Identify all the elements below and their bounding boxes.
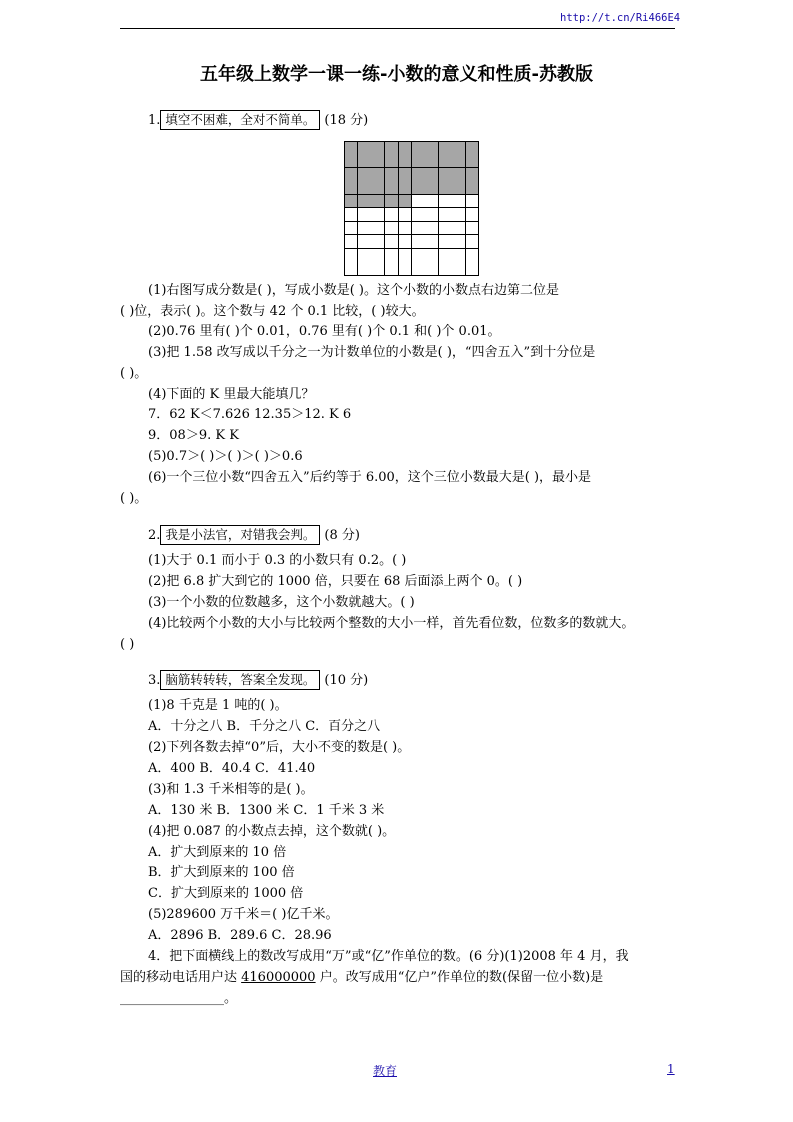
s2-line: (2)把 6.8 扩大到它的 1000 倍，只要在 68 后面添上两个 0。( ) — [148, 574, 523, 589]
section-2-heading — [148, 525, 360, 545]
s2-line: ( ) — [120, 637, 135, 652]
s1-line: ( )。 — [120, 491, 148, 506]
footer-link[interactable]: 教育 — [373, 1064, 398, 1078]
s3-line: A．2896 B．289.6 C．28.96 — [148, 928, 332, 943]
s4-line: 4．把下面横线上的数改写成用“万”或“亿”作单位的数。(6 分)(1)2008 年 4 月，我 — [148, 949, 629, 964]
s3-line: (1)8 千克是 1 吨的( )。 — [148, 698, 288, 713]
s1-line: (1)右图写成分数是( )，写成小数是( )。这个小数的小数点右边第二位是 — [148, 283, 559, 298]
s1-line: 7．62 K＜7.626 12.35＞12. K 6 — [148, 407, 352, 422]
s1-line: 9．08＞9. K K — [148, 428, 239, 443]
s4-line2-pre: 国的移动电话用户达 — [120, 970, 242, 985]
s4-line2-post: 户。改写成用“亿户”作单位的数(保留一位小数)是 — [315, 970, 604, 985]
s1-line: (4)下面的 K 里最大能填几？ — [148, 387, 315, 402]
section-3-number: 3. — [148, 673, 161, 688]
s3-line: A．400 B．40.4 C．41.40 — [148, 761, 316, 776]
s3-line: B．扩大到原来的 100 倍 — [148, 865, 295, 880]
s4-answer-blank: ________________。 — [120, 991, 238, 1006]
s3-line: A．130 米 B．1300 米 C．1 千米 3 米 — [148, 803, 385, 818]
s3-line: A．十分之八 B．千分之八 C．百分之八 — [148, 719, 381, 734]
section-1-number: 1. — [148, 113, 161, 128]
s3-line: (2)下列各数去掉“0”后，大小不变的数是( )。 — [148, 740, 411, 755]
section-3-label: 脑筋转转转，答案全发现。 — [160, 670, 320, 690]
s4-line — [120, 968, 603, 988]
page-number: 1 — [667, 1062, 675, 1076]
s2-line: (4)比较两个小数的大小与比较两个整数的大小一样，首先看位数，位数多的数就大。 — [148, 616, 635, 631]
s1-line: ( )。 — [120, 366, 148, 381]
s3-line: C．扩大到原来的 1000 倍 — [148, 886, 304, 901]
header-divider — [120, 28, 675, 29]
section-1-label: 填空不困难，全对不简单。 — [160, 110, 320, 130]
s1-line: (5)0.7＞( )＞( )＞( )＞0.6 — [148, 449, 303, 464]
decimal-grid-figure — [344, 141, 480, 277]
s3-line: A．扩大到原来的 10 倍 — [148, 845, 287, 860]
s1-line: (2)0.76 里有( )个 0.01，0.76 里有( )个 0.1 和( )个 0.01。 — [148, 324, 501, 339]
s1-line: (3)把 1.58 改写成以千分之一为计数单位的小数是( )，“四舍五入”到十分位是 — [148, 345, 596, 360]
section-3-points: (10 分) — [324, 673, 369, 688]
section-1-heading — [148, 110, 368, 130]
s2-line: (1)大于 0.1 而小于 0.3 的小数只有 0.2。( ) — [148, 553, 407, 568]
header-url[interactable]: http://t.cn/Ri466E4 — [560, 12, 681, 24]
s1-line: ( )位，表示( )。这个数与 42 个 0.1 比较，( )较大。 — [120, 304, 425, 319]
page-title: 五年级上数学一课一练-小数的意义和性质-苏教版 — [200, 64, 593, 85]
section-2-label: 我是小法官，对错我会判。 — [160, 525, 320, 545]
s3-line: (4)把 0.087 的小数点去掉，这个数就( )。 — [148, 824, 396, 839]
section-2-points: (8 分) — [324, 528, 360, 543]
s3-line: (5)289600 万千米＝( )亿千米。 — [148, 907, 339, 922]
s4-underlined-number: 416000000 — [241, 970, 316, 985]
section-1-points: (18 分) — [324, 113, 369, 128]
s2-line: (3)一个小数的位数越多，这个小数就越大。( ) — [148, 595, 415, 610]
s1-line: (6)一个三位小数“四舍五入”后约等于 6.00，这个三位小数最大是( )，最小是 — [148, 470, 592, 485]
section-3-heading — [148, 670, 368, 690]
s3-line: (3)和 1.3 千米相等的是( )。 — [148, 782, 314, 797]
section-2-number: 2. — [148, 528, 161, 543]
